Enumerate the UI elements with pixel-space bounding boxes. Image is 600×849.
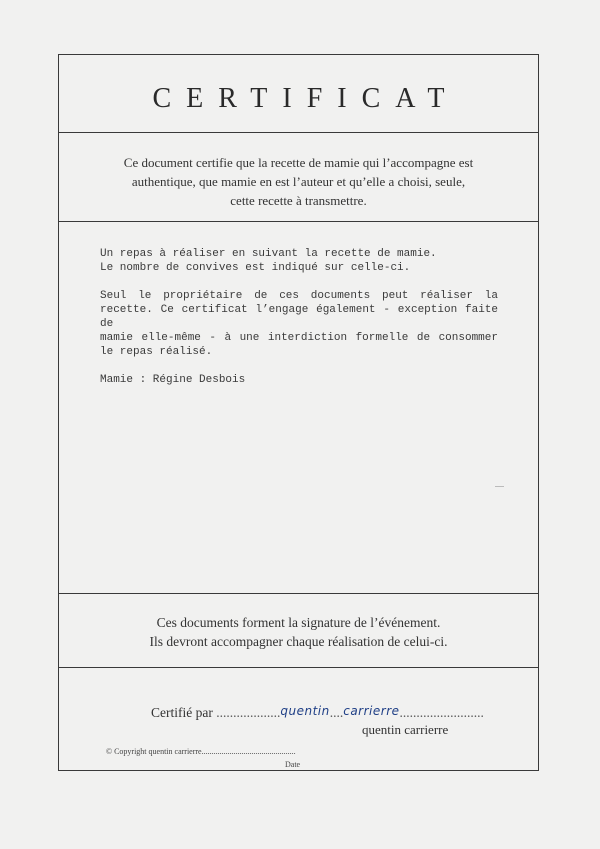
date-label: Date (285, 760, 301, 769)
footer-note (59, 613, 538, 651)
body-line: recette. Ce certificat l’engage également - exception faite de (100, 304, 498, 330)
grandma-name: Mamie : Régine Desbois (100, 374, 246, 386)
footer-line: Ils devront accompagner chaque réalisation de celui-ci. (149, 634, 448, 649)
body-line: Le nombre de convives est indiqué sur celle-ci. (100, 262, 411, 274)
handwritten-signature-last: carrierre (343, 704, 400, 718)
divider (59, 667, 538, 668)
divider (59, 593, 538, 594)
paper-speck (495, 486, 504, 487)
date-dotted-line: ............................................... (201, 747, 296, 756)
paragraph-rules (100, 289, 498, 359)
copyright-line (106, 747, 296, 756)
body-text (100, 247, 498, 401)
copyright-text: © Copyright quentin carrierre (106, 747, 202, 756)
body-line: mamie elle-même - à une interdiction formelle de consommer (100, 332, 498, 344)
printed-name: quentin carrierre (362, 722, 449, 737)
certificate-title: CERTIFICAT (152, 83, 460, 114)
certified-by-label: Certifié par (151, 705, 213, 720)
dotted-line: ................... (216, 705, 281, 720)
divider (59, 132, 538, 133)
intro-line: Ce document certifie que la recette de mamie qui l’accompagne est (123, 155, 474, 170)
body-line: le repas réalisé. (100, 346, 213, 358)
body-line: Seul le propriétaire de ces documents peut réaliser la (100, 290, 498, 302)
intro-line: authentique, que mamie en est l’auteur et qu’elle a choisi, seule, (131, 174, 466, 189)
paragraph-meal (100, 247, 498, 275)
dotted-line: ......................... (399, 705, 484, 720)
intro-line: cette recette à transmettre. (230, 193, 367, 208)
footer-line: Ces documents forment la signature de l’événement. (156, 615, 441, 630)
certificate-frame (58, 54, 539, 771)
handwritten-signature-first: quentin (280, 704, 330, 718)
intro-text (59, 153, 538, 210)
divider (59, 221, 538, 222)
dotted-line: .... (329, 705, 344, 720)
body-line: Un repas à réaliser en suivant la recette de mamie. (100, 248, 437, 260)
certification-line (151, 705, 484, 721)
